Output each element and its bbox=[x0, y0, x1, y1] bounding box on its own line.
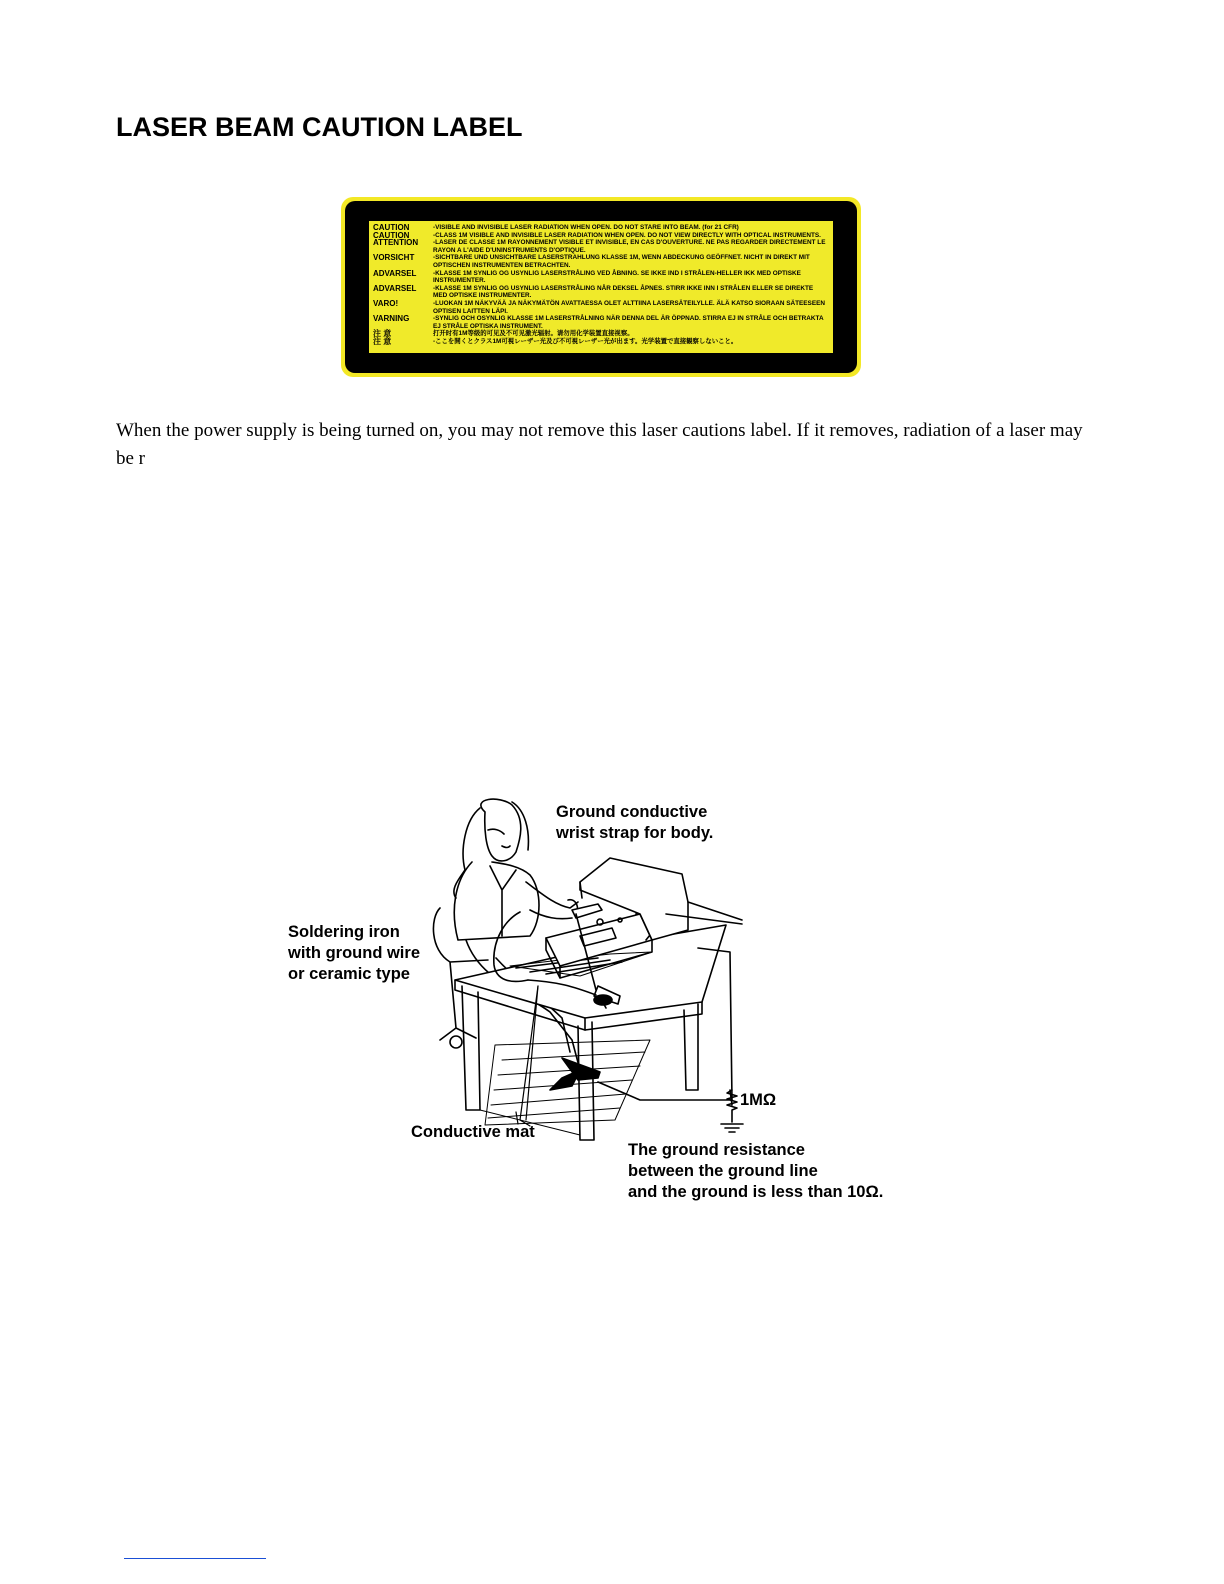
label-row bbox=[373, 270, 829, 285]
label-warning-word: VARNING bbox=[373, 314, 410, 324]
label-warning-word: CAUTION bbox=[373, 223, 410, 232]
footnote-rule bbox=[124, 1558, 266, 1559]
label-warning-text: -SYNLIG OCH OSYNLIG KLASSE 1M LASERSTRÅLNING NÄR DENNA DEL ÄR ÖPPNAD. STIRRA EJ IN STRÅLE OCH BETRAKTA EJ STRÅLE OPTISKA INSTRUMENT. bbox=[433, 315, 824, 330]
soldering-iron-label: Soldering iron with ground wire or ceramic type bbox=[288, 923, 420, 983]
label-warning-word: VARO! bbox=[373, 298, 399, 308]
label-row bbox=[373, 239, 829, 254]
resistor-label: 1MΩ bbox=[740, 1091, 777, 1109]
label-row bbox=[373, 330, 829, 338]
ground-resistance-label: The ground resistance between the ground line and the ground is less than 10Ω. bbox=[628, 1141, 884, 1201]
label-warning-word: VORSICHT bbox=[373, 253, 415, 263]
label-warning-text: -LASER DE CLASSE 1M RAYONNEMENT VISIBLE ET INVISIBLE, EN CAS D'OUVERTURE. NE PAS REGARDER DIRECTEMENT LE RAYON A L'AIDE D'UNINSTRUMENTS D'OPTIQUE. bbox=[433, 239, 826, 254]
label-warning-text: -LUOKAN 1M NÄKYVÄÄ JA NÄKYMÄTÖN AVATTAESSA OLET ALTTIINA LASERSÄTEILYLLE. ÄLÄ KATSO SIORAAN SÄTEESEEN OPTISEN LAITTEN LÄPI. bbox=[433, 299, 825, 315]
label-warning-word: CAUTION bbox=[373, 230, 410, 240]
label-text-panel bbox=[369, 221, 833, 353]
conductive-mat-label: Conductive mat bbox=[411, 1123, 535, 1141]
label-row bbox=[373, 300, 829, 315]
wrist-strap-label: Ground conductive wrist strap for body. bbox=[556, 803, 714, 842]
label-row bbox=[373, 315, 829, 330]
label-border bbox=[345, 201, 857, 373]
body-paragraph: When the power supply is being turned on, you may not remove this laser cautions label. If it removes, radiation of a laser may be r bbox=[116, 420, 1083, 469]
label-warning-text: -VISIBLE AND INVISIBLE LASER RADIATION WHEN OPEN. DO NOT STARE INTO BEAM. (for 21 CFR) bbox=[433, 224, 739, 231]
laser-caution-label bbox=[341, 197, 861, 377]
label-warning-text: -SICHTBARE UND UNSICHTBARE LASERSTRAHLUNG KLASSE 1M, WENN ABDECKUNG GEÖFFNET. NICHT IN DIREKT MIT OPTISCHEN INSTRUMENTEN BETRACHTEN. bbox=[433, 254, 810, 269]
label-warning-word: ADVARSEL bbox=[373, 268, 417, 278]
page-title: LASER BEAM CAUTION LABEL bbox=[116, 112, 523, 142]
label-warning-text: -KLASSE 1M SYNLIG OG USYNLIG LASERSTRÅLING NÅR DEKSEL ÅPNES. STIRR IKKE INN I STRÅLEN ELLER SE DIREKTE MED OPTISKE INSTRUMENTER. bbox=[433, 284, 814, 300]
label-row bbox=[373, 224, 829, 232]
label-warning-text: -ここを開くとクラス1M可視レーザー光及び不可視レーザー光が出ます。光学装置で直接観察しないこと。 bbox=[433, 337, 738, 345]
label-row bbox=[373, 254, 829, 269]
label-warning-word: 注 意 bbox=[373, 329, 392, 339]
label-row bbox=[373, 232, 829, 240]
label-warning-text: 打开时有1M等级的可见及不可见激光辐射。请勿用化学装置直接视察。 bbox=[433, 330, 634, 338]
label-row bbox=[373, 285, 829, 300]
esd-workstation-figure bbox=[280, 790, 920, 1220]
label-warning-text: -CLASS 1M VISIBLE AND INVISIBLE LASER RADIATION WHEN OPEN. DO NOT VIEW DIRECTLY WITH OPTICAL INSTRUMENTS. bbox=[433, 231, 821, 239]
label-row bbox=[373, 338, 829, 346]
label-warning-text: -KLASSE 1M SYNLIG OG USYNLIG LASERSTRÅLING VED ÅBNING. SE IKKE IND I STRÅLEN-HELLER IKK MED OPTISKE INSTRUMENTER. bbox=[433, 269, 801, 285]
label-warning-word: 注 意 bbox=[373, 336, 392, 346]
label-warning-word: ATTENTION bbox=[373, 238, 419, 248]
label-warning-word: ADVARSEL bbox=[373, 283, 417, 293]
